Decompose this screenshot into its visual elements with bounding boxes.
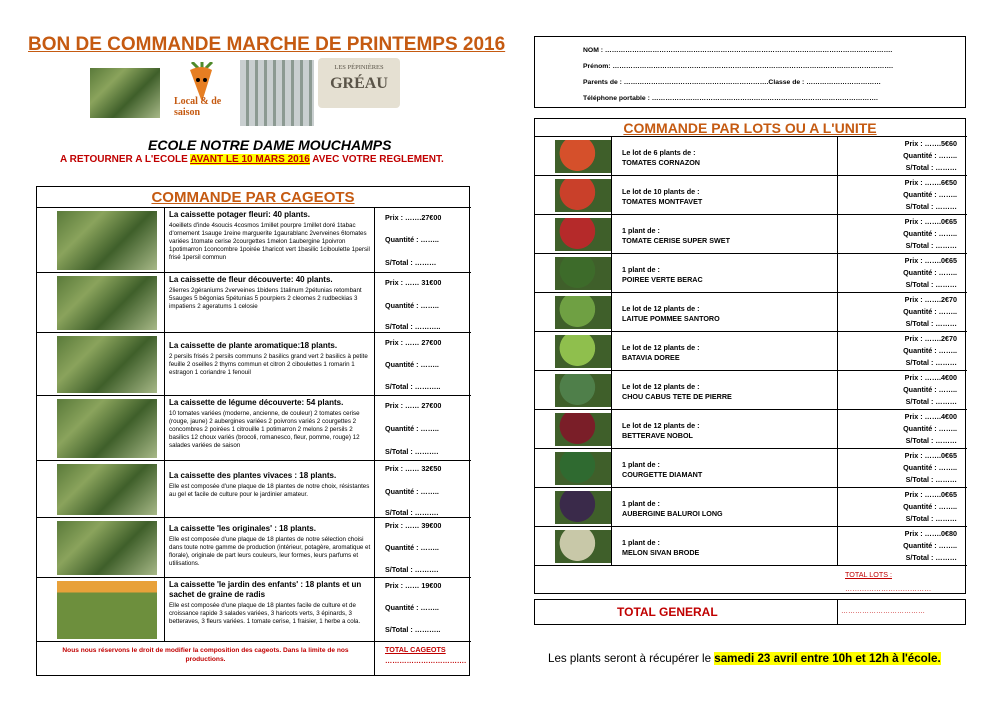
cageot-photo <box>57 399 157 458</box>
telephone-field[interactable]: Téléphone portable : ………………………………………………………………………………………. <box>583 95 878 102</box>
lot-subtotal[interactable]: S/Total : ……… <box>905 514 957 523</box>
lot-row <box>535 448 967 487</box>
cageot-row <box>37 272 471 332</box>
cageot-name: La caissette 'le jardin des enfants' : 18 plants et un sachet de graine de radis <box>169 580 362 599</box>
cageot-qty[interactable]: Quantité : …….. <box>385 301 439 310</box>
cageot-qty[interactable]: Quantité : …….. <box>385 543 439 552</box>
cageot-row <box>37 577 471 641</box>
legal-notice: Nous nous réservons le droit de modifier la composition des cageots. Dans la limite de nos productions. <box>62 647 349 663</box>
lots-total-label: TOTAL LOTS : <box>845 570 892 579</box>
lot-qty[interactable]: Quantité : …….. <box>903 346 957 355</box>
cageot-name: La caissette de plante aromatique:18 plants. <box>169 341 338 350</box>
lot-price-cell <box>837 332 967 370</box>
cageot-price-cell <box>374 461 471 517</box>
lot-desc <box>611 137 837 175</box>
lot-price-cell <box>837 293 967 331</box>
lot-desc <box>611 176 837 214</box>
cageot-price-cell <box>374 578 471 641</box>
cageot-price: Prix : …… 19€00 <box>385 581 442 590</box>
lot-desc <box>611 215 837 253</box>
lot-row <box>535 214 967 253</box>
total-general-row <box>534 599 966 625</box>
cageot-price: Prix : …….27€00 <box>385 213 442 222</box>
lot-desc <box>611 332 837 370</box>
cageots-total-label: TOTAL CAGEOTS <box>385 645 446 654</box>
lot-subtotal[interactable]: S/Total : ……… <box>905 163 957 172</box>
cageot-desc <box>164 518 374 577</box>
cageot-photo <box>57 464 157 515</box>
lot-price-cell <box>837 176 967 214</box>
lot-row <box>535 370 967 409</box>
lot-row <box>535 175 967 214</box>
cageot-subtotal[interactable]: S/Total : ……….. <box>385 322 441 331</box>
lot-price-cell <box>837 137 967 175</box>
lot-photo <box>555 452 611 485</box>
lot-price: Prix : …….2€70 <box>904 295 957 304</box>
pepinieres-label: LES PÉPINIÈRES <box>334 64 384 71</box>
cageot-desc <box>164 396 374 460</box>
lot-desc <box>611 527 837 565</box>
cageot-price: Prix : …… 31€00 <box>385 278 442 287</box>
cageot-row <box>37 332 471 395</box>
lot-row <box>535 253 967 292</box>
lot-price: Prix : …….4€00 <box>904 412 957 421</box>
cageot-price: Prix : …… 27€00 <box>385 401 442 410</box>
lot-product: TOMATES CORNAZON <box>622 157 700 167</box>
lot-subtotal[interactable]: S/Total : ……… <box>905 319 957 328</box>
cageot-subtotal[interactable]: S/Total : ………. <box>385 508 439 517</box>
lot-subtotal[interactable]: S/Total : ……… <box>905 397 957 406</box>
cageot-photo <box>57 211 157 270</box>
lot-photo <box>555 218 611 251</box>
cageot-photo <box>57 336 157 393</box>
cageot-desc <box>164 578 374 641</box>
cageot-desc <box>164 461 374 517</box>
cageot-name: La caissette de fleur découverte: 40 plants. <box>169 275 333 284</box>
cageot-price-cell <box>374 333 471 395</box>
lot-subtotal[interactable]: S/Total : ……… <box>905 202 957 211</box>
lot-subtotal[interactable]: S/Total : ……… <box>905 475 957 484</box>
lots-total-cell <box>837 566 967 595</box>
lot-photo <box>555 335 611 368</box>
cageot-price-cell <box>374 273 471 332</box>
lot-line1: Le lot de 10 plants de : <box>622 186 700 196</box>
lot-row <box>535 331 967 370</box>
lot-price: Prix : …….0€65 <box>904 490 957 499</box>
lot-line1: Le lot de 12 plants de : <box>622 381 700 391</box>
lot-price-cell <box>837 371 967 409</box>
lot-price-cell <box>837 449 967 487</box>
lot-qty[interactable]: Quantité : …….. <box>903 151 957 160</box>
lots-table <box>534 118 966 594</box>
lot-photo <box>555 374 611 407</box>
cageot-qty[interactable]: Quantité : …….. <box>385 603 439 612</box>
cageot-subtotal[interactable]: S/Total : ………. <box>385 447 439 456</box>
cageot-detail: 2lierres 2géraniums 2verveines 1bidens 1talinum 2pétunias retombant 5sauges 5 bégonias 5pétunias 5 pourpiers 2 cleomes 2 rudbeckias 3 impatiens 2 ageratums 1 celosie <box>169 287 362 310</box>
lot-subtotal[interactable]: S/Total : ……… <box>905 358 957 367</box>
lot-desc <box>611 410 837 448</box>
cageots-total-value[interactable]: ……………………………. <box>385 656 467 665</box>
lot-price: Prix : …….2€70 <box>904 334 957 343</box>
lot-photo <box>555 491 611 524</box>
total-general-value[interactable]: ……………………………… <box>841 608 925 615</box>
lot-price-cell <box>837 527 967 565</box>
lot-product: POIREE VERTE BERAC <box>622 274 703 284</box>
total-general-label: TOTAL GENERAL <box>617 605 718 619</box>
cageot-detail: Elle est composée d'une plaque de 18 plantes de notre choix, résistantes au gel et facile de culture pour le jardinier amateur. <box>169 483 370 498</box>
cageot-detail: 2 persils frisés 2 persils communs 2 basilics grand vert 2 basilics à petite feuille 2 oseilles 2 thyms commun et citron 2 ciboulettes 1 romarin 1 estragon 1 coriandre 1 fenouil <box>169 353 368 376</box>
lot-price-cell <box>837 488 967 526</box>
pickup-date: samedi 23 avril entre 10h et 12h à l'école. <box>714 652 941 665</box>
lot-product: COURGETTE DIAMANT <box>622 469 703 479</box>
cageots-total-cell <box>374 642 471 676</box>
lot-qty[interactable]: Quantité : …….. <box>903 502 957 511</box>
lot-product: AUBERGINE BALUROI LONG <box>622 508 723 518</box>
lot-photo <box>555 257 611 290</box>
lot-price: Prix : …….6€50 <box>904 178 957 187</box>
lot-desc <box>611 449 837 487</box>
lot-product: BATAVIA DOREE <box>622 352 680 362</box>
cageot-desc <box>164 273 374 332</box>
lots-total-row <box>535 565 967 595</box>
lot-row <box>535 487 967 526</box>
lot-qty[interactable]: Quantité : …….. <box>903 268 957 277</box>
lot-line1: Le lot de 12 plants de : <box>622 342 700 352</box>
cageot-subtotal[interactable]: S/Total : ………. <box>385 565 439 574</box>
lot-line1: 1 plant de : <box>622 225 660 235</box>
lot-price: Prix : …….5€60 <box>904 139 957 148</box>
lot-desc <box>611 293 837 331</box>
lot-qty[interactable]: Quantité : …….. <box>903 424 957 433</box>
pickup-prefix: Les plants seront à récupérer le <box>548 652 715 665</box>
cageot-price-cell <box>374 208 471 272</box>
cageot-desc <box>164 333 374 395</box>
cageot-detail: Elle est composée d'une plaque de 18 plantes de notre sélection choisi dans toute notre gamme de production (intérieur, potagère, aromatique et florale), originale de part leurs couleurs, leur formes, leurs parfums et utilisations. <box>169 536 371 567</box>
lot-price-cell <box>837 215 967 253</box>
lot-line1: 1 plant de : <box>622 264 660 274</box>
lot-row <box>535 292 967 331</box>
cageot-price: Prix : …… 32€50 <box>385 464 442 473</box>
lot-product: TOMATE CERISE SUPER SWET <box>622 235 730 245</box>
lot-desc <box>611 488 837 526</box>
cageots-heading: COMMANDE PAR CAGEOTS <box>151 189 355 206</box>
cageot-name: La caissette des plantes vivaces : 18 plants. <box>169 471 337 480</box>
lot-photo <box>555 179 611 212</box>
lot-qty[interactable]: Quantité : …….. <box>903 385 957 394</box>
lot-price: Prix : …….0€80 <box>904 529 957 538</box>
lot-line1: 1 plant de : <box>622 537 660 547</box>
cageot-name: La caissette potager fleuri: 40 plants. <box>169 210 310 219</box>
cageot-qty[interactable]: Quantité : …….. <box>385 360 439 369</box>
lot-product: TOMATES MONTFAVET <box>622 196 703 206</box>
local-de-saison-logo <box>168 62 240 122</box>
lot-photo <box>555 530 611 563</box>
lot-line1: 1 plant de : <box>622 459 660 469</box>
greau-label: GRÉAU <box>330 75 388 92</box>
contact-form <box>534 36 966 108</box>
lot-row <box>535 526 967 565</box>
cageot-row <box>37 517 471 577</box>
cageot-subtotal[interactable]: S/Total : ……… <box>385 258 437 267</box>
lot-price: Prix : …….0€65 <box>904 451 957 460</box>
lot-product: MELON SIVAN BRODE <box>622 547 700 557</box>
cageot-desc <box>164 208 374 272</box>
cageot-qty[interactable]: Quantité : …….. <box>385 235 439 244</box>
cageot-price: Prix : …… 39€00 <box>385 521 442 530</box>
cageot-row <box>37 460 471 517</box>
lot-subtotal[interactable]: S/Total : ……… <box>905 553 957 562</box>
lot-line1: Le lot de 12 plants de : <box>622 303 700 313</box>
cageot-photo <box>57 276 157 330</box>
cageot-price-cell <box>374 518 471 577</box>
lot-product: LAITUE POMMEE SANTORO <box>622 313 720 323</box>
lot-qty[interactable]: Quantité : …….. <box>903 229 957 238</box>
lot-qty[interactable]: Quantité : …….. <box>903 190 957 199</box>
lot-line1: 1 plant de : <box>622 498 660 508</box>
prenom-field[interactable]: Prénom: ……………………………………………………………………………………………………………. <box>583 63 894 70</box>
lots-heading: COMMANDE PAR LOTS OU A L'UNITE <box>623 120 877 136</box>
cageot-qty[interactable]: Quantité : …….. <box>385 487 439 496</box>
lot-price-cell <box>837 254 967 292</box>
return-suffix: AVEC VOTRE REGLEMENT. <box>309 154 444 165</box>
lot-subtotal[interactable]: S/Total : ……… <box>905 436 957 445</box>
cageot-price-cell <box>374 396 471 460</box>
cageot-name: La caissette de légume découverte: 54 plants. <box>169 398 344 407</box>
cageot-row <box>37 395 471 460</box>
local-de-saison-label: Local & de saison <box>174 96 222 118</box>
lot-price: Prix : …….0€65 <box>904 256 957 265</box>
greenhouse-photo <box>240 60 314 126</box>
lot-photo <box>555 413 611 446</box>
lot-line1: Le lot de 12 plants de : <box>622 420 700 430</box>
lot-photo <box>555 296 611 329</box>
lots-total-value[interactable]: ……………………………… <box>845 584 932 593</box>
pepinieres-greau-logo <box>318 58 400 108</box>
lot-product: BETTERAVE NOBOL <box>622 430 693 440</box>
lot-row <box>535 409 967 448</box>
return-instruction <box>60 154 444 165</box>
lot-qty[interactable]: Quantité : …….. <box>903 541 957 550</box>
lot-desc <box>611 254 837 292</box>
parents-classe-field[interactable]: Parents de : ……………………………………………………….Classe de : …………………………… <box>583 79 881 86</box>
nom-field[interactable]: NOM : ………………………………………………………………………………………………………………. <box>583 47 893 54</box>
lot-row <box>535 136 967 175</box>
cageot-price: Prix : …… 27€00 <box>385 338 442 347</box>
lot-subtotal[interactable]: S/Total : ……… <box>905 280 957 289</box>
lot-price-cell <box>837 410 967 448</box>
cageot-name: La caissette 'les originales' : 18 plants. <box>169 524 316 533</box>
lot-desc <box>611 371 837 409</box>
lot-qty[interactable]: Quantité : …….. <box>903 463 957 472</box>
cageot-row <box>37 207 471 272</box>
lot-price: Prix : …….4€00 <box>904 373 957 382</box>
school-name: ECOLE NOTRE DAME MOUCHAMPS <box>148 137 392 153</box>
lot-photo <box>555 140 611 173</box>
lot-subtotal[interactable]: S/Total : ……… <box>905 241 957 250</box>
return-deadline: AVANT LE 10 MARS 2016 <box>190 154 310 165</box>
page-title: BON DE COMMANDE MARCHE DE PRINTEMPS 2016 <box>28 34 506 55</box>
cageot-subtotal[interactable]: S/Total : ……….. <box>385 382 441 391</box>
lot-price: Prix : …….0€65 <box>904 217 957 226</box>
cageot-qty[interactable]: Quantité : …….. <box>385 424 439 433</box>
cageot-detail: Elle est composée d'une plaque de 18 plantes facile de culture et de croissance rapide 3 salades variées, 3 haricots verts, 3 épinards, 3 betteraves, 3 fleurs variées. 1 tomate cerise, 1 fraisier, 1 herbe a cola. <box>169 602 361 625</box>
cageot-detail: 4oeillets d'inde 4soucis 4cosmos 1millet pourpre 1millet doré 1tabac d'ornement 1sauge 1reine marguerite 1gaurablanc 2verveines 6tomates variées 1tomate cerise 2courgettes 1melon 1aubergine 1poivron 1potimarron 1concombre 1poirée 1haricot vert 1basilic 1ciboulette 1persil frisé 1persil commun <box>169 222 370 261</box>
cageots-table <box>36 186 470 676</box>
return-prefix: A RETOURNER A L'ECOLE <box>60 154 191 165</box>
garden-photo <box>90 68 160 118</box>
cageot-photo <box>57 521 157 575</box>
cageot-detail: 10 tomates variées (moderne, ancienne, de couleur) 2 tomates cerise (rouge, jaune) 2 aubergines variées 2 poivrons variés 2 courgettes 2 concombres 2 poirées 1 citrouille 1 potimarron 2 melons 2 persils 2 basilics 12 choux variés (brocoli, romanesco, fleur, pomme, rouge) 12 salades variées de saison <box>169 410 360 449</box>
cageots-total-row <box>37 641 471 676</box>
lot-line1: Le lot de 6 plants de : <box>622 147 696 157</box>
jardinier-magazine-photo <box>57 581 157 639</box>
cageot-subtotal[interactable]: S/Total : ……….. <box>385 625 441 634</box>
pickup-notice <box>548 652 941 665</box>
lot-product: CHOU CABUS TETE DE PIERRE <box>622 391 732 401</box>
lot-qty[interactable]: Quantité : …….. <box>903 307 957 316</box>
